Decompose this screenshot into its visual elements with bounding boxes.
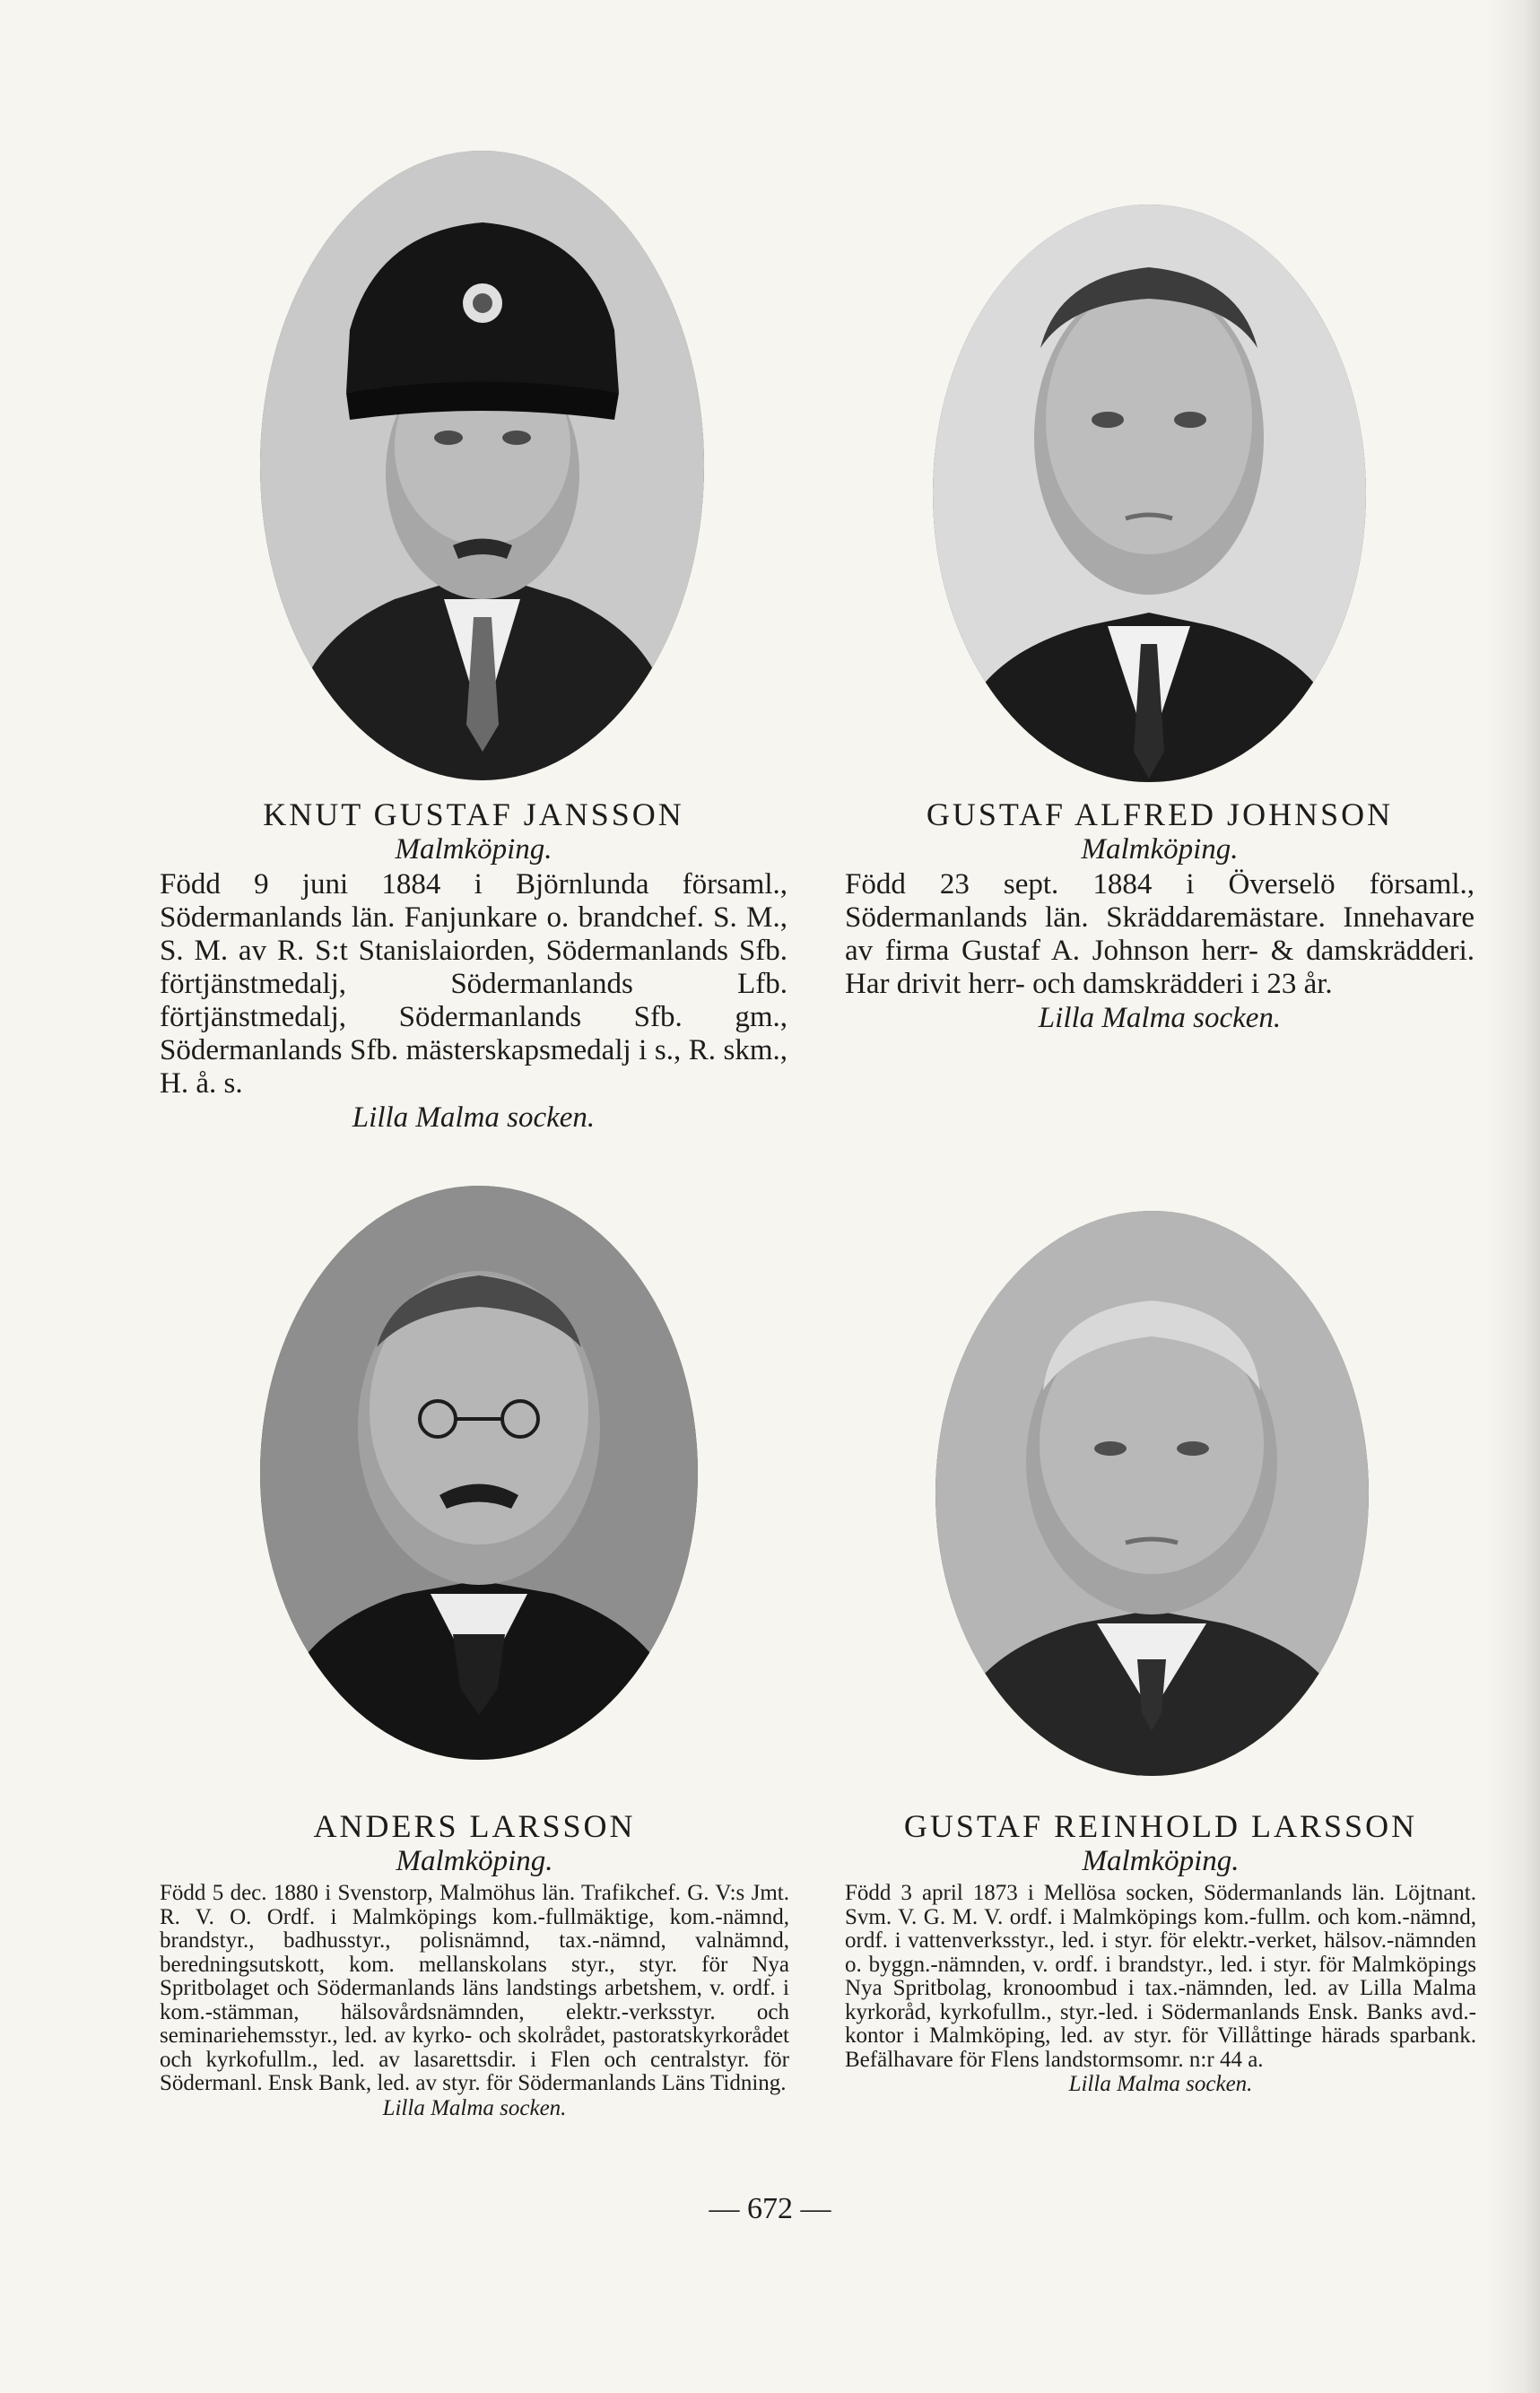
person-name: GUSTAF ALFRED JOHNSON — [926, 796, 1394, 832]
person-name: GUSTAF REINHOLD LARSSON — [903, 1808, 1418, 1844]
person-name: KNUT GUSTAF JANSSON — [263, 796, 684, 832]
person-name: ANDERS LARSSON — [313, 1808, 636, 1844]
portrait-photo-gustaf-reinhold-larsson — [935, 1211, 1369, 1776]
biography: Född 3 april 1873 i Mellösa socken, Södermanlands län. Löjtnant. Svm. V. G. M. V. ordf. i Malmköpings kom.-fullm. och kom.-nämnd, ordf. i vattenverksstyr., led. i styr. för elektr.-verket, hälsov.-nämnden o. byggn.-nämnden, v. ordf. i brandstyr., led. i styr. för Malmköpings Nya Spritbolag, kronoombud i tax.-nämnden, led. av Lilla Malma kyrkoråd, kyrkofullm., styr.-led. i Södermanlands Ensk. Banks avd.-kontor i Malmköping, led. av styr. för Villåttinge härads sparbank. Befälhavare för Flens landstormsomr. n:r 44 a. — [845, 1881, 1476, 2072]
biography: Född 5 dec. 1880 i Svenstorp, Malmöhus län. Trafikchef. G. V:s Jmt. R. V. O. Ordf. i Malmköpings kom.-fullmäktige, kom.-nämnd, brandstyr., badhusstyr., polisnämnd, tax.-nämnd, valnämnd, beredningsutskott, kom. mellanskolans styr., styr. för Nya Spritbolaget och Södermanlands läns landstings arbetshem, v. ordf. i kom.-stämman, hälsovårdsnämnden, elektr.-verksstyr. och seminariehemsstyr., led. av kyrko- och skolrådet, pastoratskyrkorådet och kyrkofullm., led. av lasarettsdir. i Flen och centralstyr. för Södermanl. Ensk Bank, led. av styr. för Södermanlands Läns Tidning. — [160, 1881, 789, 2095]
page-number: — 672 — — [709, 2192, 831, 2225]
portrait-photo-anders-larsson — [260, 1186, 698, 1760]
residence: Malmköping. — [1082, 1845, 1240, 1877]
parish: Lilla Malma socken. — [1038, 1002, 1282, 1034]
page-edge-shadow — [1486, 0, 1540, 2393]
entry-gustaf-reinhold-larsson — [845, 1808, 1476, 2097]
portrait-photo-gustaf-alfred-johnson — [933, 204, 1366, 782]
portrait-photo-knut-gustaf-jansson — [260, 151, 704, 780]
entry-gustaf-alfred-johnson — [845, 796, 1475, 1035]
residence: Malmköping. — [396, 1845, 553, 1877]
entry-anders-larsson — [160, 1808, 789, 2121]
parish: Lilla Malma socken. — [1068, 2072, 1253, 2096]
biography: Född 23 sept. 1884 i Överselö församl., Södermanlands län. Skräddaremästare. Innehavare av firma Gustaf A. Johnson herr- & damskrädderi. Har drivit herr- och damskrädderi i 23 år. — [845, 868, 1475, 1000]
parish: Lilla Malma socken. — [352, 1101, 596, 1134]
biography: Född 9 juni 1884 i Björnlunda församl., Södermanlands län. Fanjunkare o. brandchef. S. M., S. M. av R. S:t Stanislaiorden, Södermanlands Sfb. förtjänstmedalj, Södermanlands Lfb. förtjänstmedalj, Södermanlands Sfb. gm., Södermanlands Sfb. mästerskapsmedalj i s., R. skm., H. å. s. — [160, 868, 787, 1100]
parish: Lilla Malma socken. — [382, 2095, 567, 2120]
residence: Malmköping. — [1081, 833, 1239, 866]
entry-knut-gustaf-jansson — [160, 796, 787, 1135]
residence: Malmköping. — [395, 833, 552, 866]
